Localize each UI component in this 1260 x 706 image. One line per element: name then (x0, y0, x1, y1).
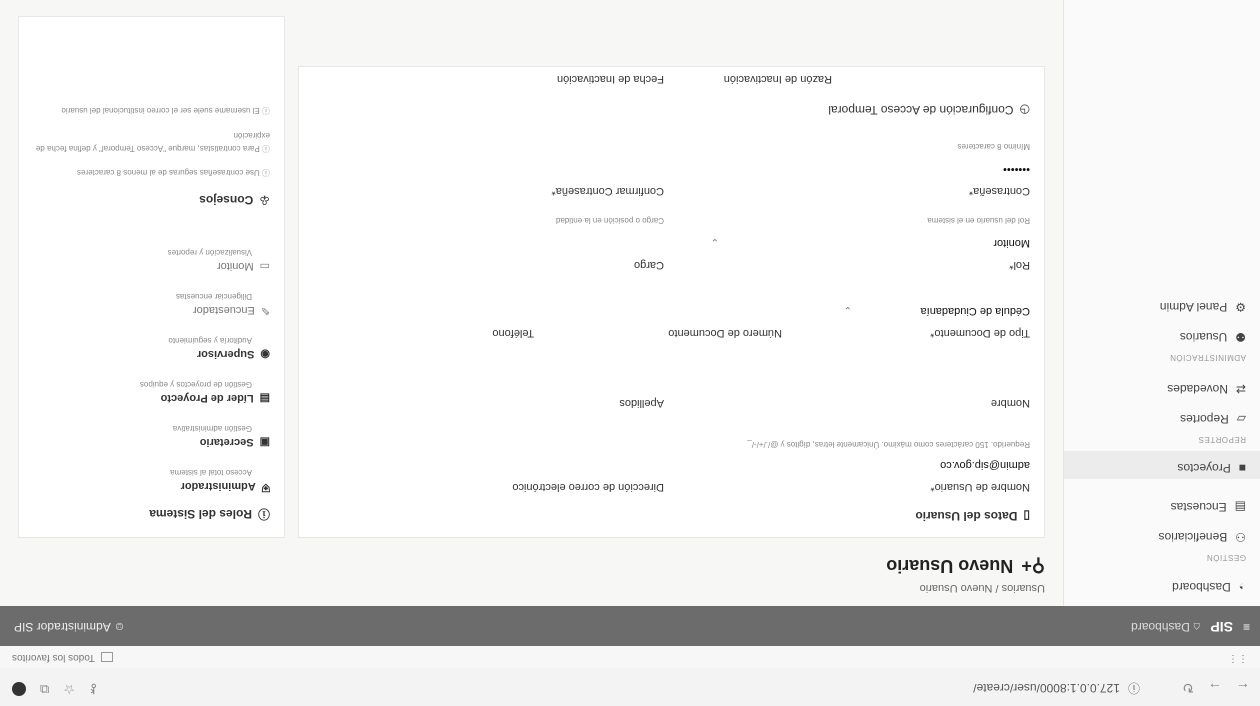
nombre-input[interactable] (690, 371, 1030, 387)
telefono-label: Teléfono (492, 327, 534, 339)
id-card-icon: ▯ (1023, 509, 1030, 523)
password-hint: Mínimo 8 caracteres (957, 142, 1030, 151)
sidebar (1063, 0, 1260, 606)
sidebar-item-panel-admin[interactable] (1160, 300, 1246, 314)
bookmarks-bar (0, 645, 1260, 668)
sidebar-item-label: Panel Admin (1159, 300, 1228, 314)
lightbulb-icon: ♧ (259, 193, 270, 207)
username-hint: Requerido. 150 carácteres como máximo. Únicamente letras, dígitos y @/./+/-/_ (747, 440, 1030, 449)
url-text: 127.0.0.1:8000/user/create/ (973, 681, 1120, 696)
username-label: Nombre de Usuario* (930, 481, 1030, 493)
app-topnav (0, 606, 1260, 646)
clock-icon: ◷ (1019, 103, 1030, 117)
cargo-label: Cargo (634, 259, 664, 271)
password-label: Contraseña* (968, 185, 1030, 197)
telefono-input[interactable] (324, 301, 534, 317)
confirm-password-input[interactable] (324, 159, 664, 175)
role-administrador (170, 468, 270, 493)
roles-title-text: Roles del Sistema (149, 507, 252, 522)
apellidos-input[interactable] (324, 371, 664, 387)
tips-title-text: Consejos (199, 193, 254, 207)
sidebar-section-gestion: GESTIÓN (1206, 553, 1246, 562)
role-lider-proyecto (140, 380, 270, 405)
tip-item: ⓘ El username suele ser el correo institucional del usuario (61, 106, 270, 115)
username-input[interactable]: admin@sip.gov.co (940, 459, 1030, 471)
sidebar-item-label: Beneficiarios (1158, 530, 1228, 544)
role-encuestador (176, 292, 270, 317)
role-desc: Visualización y reportes (167, 248, 252, 257)
dashboard-link-label: Dashboard (1131, 620, 1190, 634)
password-input[interactable]: ••••••• (1003, 163, 1030, 175)
browser-toolbar (0, 667, 1260, 706)
menu-toggle-icon[interactable]: ≡ (1242, 620, 1250, 634)
rol-select[interactable]: Monitor (993, 237, 1030, 249)
role-monitor (168, 248, 270, 273)
tip-item: ⓘ Para contratistas, marque "Acceso Temporal" y defina fecha de expiración (35, 131, 270, 153)
temporal-access-label: Configuración de Acceso Temporal (828, 103, 1014, 117)
section-datos-usuario (915, 509, 1030, 523)
role-name: Administrador (180, 480, 256, 493)
tip-item: ⓘ Use contraseñas seguras de al menos 8 caracteres (77, 168, 270, 177)
chart-icon: ▱ (1236, 412, 1246, 426)
role-desc: Gestión administrativa (172, 424, 252, 433)
email-label: Dirección de correo electrónico (512, 481, 664, 493)
role-secretario (173, 424, 270, 449)
clipboard-icon: ▤ (259, 392, 270, 404)
role-name: Supervisor (196, 348, 255, 361)
numero-documento-label: Número de Documento (668, 327, 782, 339)
roles-card (18, 16, 285, 538)
chevron-down-icon: ⌄ (710, 236, 719, 247)
user-plus-icon: ⚲+ (1021, 556, 1045, 576)
user-form-card (298, 66, 1045, 538)
confirm-password-label: Confirmar Contraseña* (551, 185, 664, 197)
back-icon[interactable]: ← (1236, 680, 1250, 696)
page-title-text: Nuevo Usuario (886, 556, 1014, 576)
role-name: Secretario (199, 436, 254, 449)
role-desc: Gestión de proyectos y equipos (139, 380, 252, 389)
address-bar[interactable] (973, 680, 1140, 697)
monitor-icon: ▭ (259, 260, 270, 272)
star-icon[interactable]: ☆ (63, 682, 75, 697)
dashboard-icon: ◔ (1238, 580, 1246, 594)
tipo-documento-select[interactable]: Cédula de Ciudadanía (920, 305, 1030, 317)
forward-icon[interactable]: → (1208, 680, 1222, 696)
sidebar-item-beneficiarios[interactable] (1159, 530, 1246, 544)
cargo-hint: Cargo o posición en la entidad (555, 216, 664, 225)
page-title (886, 555, 1045, 576)
reload-icon[interactable]: ↻ (1182, 680, 1194, 696)
apps-grid-icon[interactable]: ⋮⋮ (1228, 653, 1248, 664)
role-supervisor (168, 336, 270, 361)
sidebar-item-proyectos[interactable] (1177, 461, 1246, 475)
role-name: Líder de Proyecto (160, 392, 254, 405)
sidebar-item-label: Proyectos (1177, 461, 1231, 475)
rol-label: Rol* (1009, 259, 1030, 271)
role-name: Monitor (216, 260, 254, 273)
tipo-documento-label: Tipo de Documento* (930, 327, 1030, 339)
briefcase-icon: ▣ (259, 436, 270, 448)
brand[interactable]: SIP (1210, 619, 1233, 635)
sidebar-item-reportes[interactable] (1180, 412, 1246, 426)
sidebar-item-label: Usuarios (1179, 330, 1228, 344)
dashboard-link[interactable]: ⌂ Dashboard (1131, 620, 1201, 634)
info-icon: ⓘ (257, 507, 270, 521)
exchange-icon: ⇄ (1235, 382, 1246, 396)
user-group-icon: ⚉ (1235, 330, 1246, 344)
tips-title (199, 193, 270, 207)
section-title: Datos del Usuario (915, 509, 1018, 523)
extensions-icon[interactable]: ⧉ (40, 682, 50, 697)
sidebar-item-label: Dashboard (1172, 580, 1231, 594)
browser-nav (1182, 679, 1250, 696)
nombre-label: Nombre (990, 397, 1030, 409)
key-icon[interactable]: ⚷ (88, 682, 99, 697)
sidebar-section-reportes: REPORTES (1198, 435, 1246, 444)
email-input[interactable] (324, 455, 664, 471)
briefcase-icon: ■ (1238, 461, 1246, 475)
clipboard-icon: ▤ (1234, 500, 1246, 514)
gear-icon: ⚙ (1235, 300, 1246, 314)
role-name: Encuestador (193, 304, 255, 317)
user-name: Administrador SIP (14, 620, 111, 634)
role-desc: Acceso total al sistema (170, 468, 252, 477)
numero-documento-input[interactable] (572, 301, 782, 317)
main-content (15, 0, 1045, 606)
eye-icon: ◉ (260, 348, 270, 360)
sidebar-section-administracion: ADMINISTRACIÓN (1169, 353, 1246, 362)
all-bookmarks-label: Todos los favoritos (12, 652, 95, 663)
all-bookmarks[interactable] (12, 652, 113, 663)
sidebar-item-label: Reportes (1180, 412, 1229, 426)
sidebar-item-label: Novedades (1167, 382, 1228, 396)
tip-text: El username suele ser el correo institucional del usuario (61, 106, 260, 115)
sidebar-item-label: Encuestas (1170, 500, 1227, 514)
sidebar-item-dashboard[interactable] (1172, 580, 1246, 594)
pencil-icon: ✎ (260, 304, 270, 316)
site-info-icon[interactable]: ⓘ (1127, 681, 1140, 695)
shield-icon: ⛨ (261, 481, 270, 493)
chevron-down-icon: ⌄ (843, 304, 852, 315)
tip-text: Use contraseñas seguras de al menos 8 caracteres (77, 168, 260, 177)
role-desc: Diligenciar encuestas (175, 292, 252, 301)
tip-text: Para contratistas, marque "Acceso Temporal" y defina fecha de expiración (35, 131, 270, 153)
temporal-access-toggle[interactable] (828, 103, 1030, 117)
browser-actions (12, 681, 98, 697)
role-desc: Auditoría y seguimiento (168, 336, 252, 345)
fecha-inactivacion-label: Fecha de Inactivación (556, 73, 664, 85)
razon-inactivacion-label: Razón de Inactivación (723, 73, 832, 85)
user-icon: ☺ (113, 620, 126, 634)
users-icon: ⚇ (1235, 530, 1246, 544)
rol-hint: Rol del usuario en el sistema (927, 216, 1030, 225)
sidebar-item-novedades[interactable] (1167, 382, 1246, 396)
sidebar-item-encuestas[interactable] (1171, 500, 1246, 514)
apellidos-label: Apellidos (619, 397, 664, 409)
roles-title (149, 506, 270, 523)
cargo-input[interactable] (324, 233, 664, 249)
folder-icon (101, 653, 113, 663)
sidebar-item-usuarios[interactable] (1180, 330, 1246, 344)
user-menu[interactable] (14, 620, 126, 634)
profile-avatar[interactable] (12, 682, 26, 696)
breadcrumb: Usuarios / Nuevo Usuario (919, 582, 1045, 594)
